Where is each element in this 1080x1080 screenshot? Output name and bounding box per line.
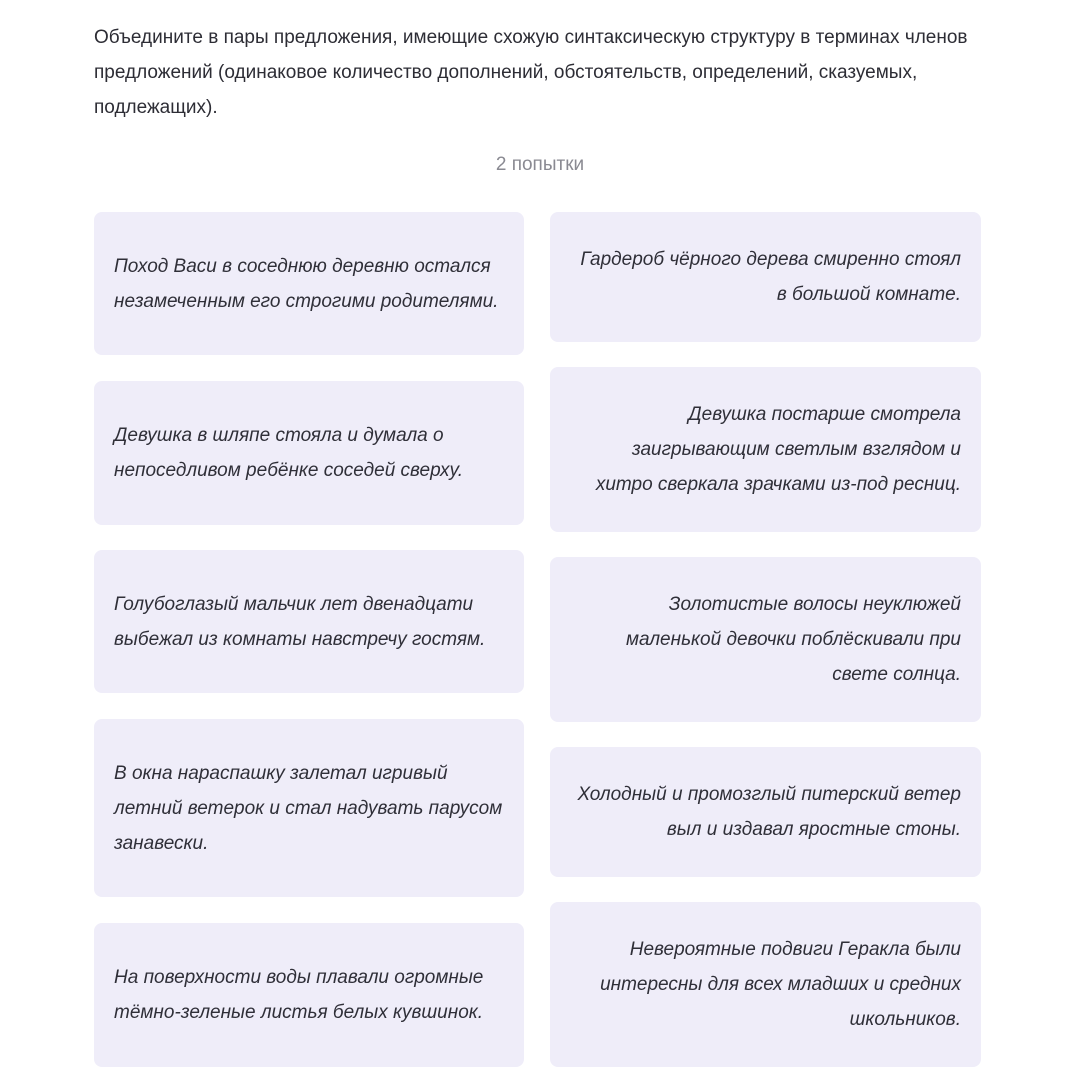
sentence-text: Гардероб чёрного дерева смиренно стоял в большой комнате. (580, 249, 961, 305)
sentence-text: Голубоглазый мальчик лет двенадцати выбежал из комнаты навстречу гостям. (114, 593, 486, 650)
right-sentence-card-4[interactable] (550, 747, 981, 877)
sentence-text: Невероятные подвиги Геракла были интересны для всех младших и средних школьников. (600, 939, 961, 1030)
sentence-text: В окна нараспашку залетал игривый летний ветерок и стал надувать парусом занавески. (114, 762, 503, 854)
left-sentence-card-5[interactable] (94, 923, 524, 1067)
right-sentence-card-2[interactable] (550, 367, 981, 532)
sentence-text: На поверхности воды плавали огромные тёмно-зеленые листья белых кувшинок. (114, 967, 484, 1023)
sentence-text: Поход Васи в соседнюю деревню остался незамеченным его строгими родителями. (114, 255, 499, 312)
sentence-text: Холодный и промозглый питерский ветер выл и издавал яростные стоны. (577, 784, 961, 840)
attempts-counter: 2 попытки (495, 154, 585, 175)
left-sentence-card-4[interactable] (94, 719, 524, 897)
sentence-text: Девушка постарше смотрела заигрывающим светлым взглядом и хитро сверкала зрачками из-под ресниц. (595, 404, 961, 495)
right-sentence-card-1[interactable] (550, 212, 981, 342)
left-sentence-card-1[interactable] (94, 212, 524, 355)
sentence-text: Золотистые волосы неуклюжей маленькой девочки поблёскивали при свете солнца. (625, 594, 961, 685)
left-sentence-card-3[interactable] (94, 550, 524, 693)
left-sentence-card-2[interactable] (94, 381, 524, 525)
right-sentence-card-5[interactable] (550, 902, 981, 1067)
sentence-text: Девушка в шляпе стояла и думала о непоседливом ребёнке соседей сверху. (114, 425, 464, 481)
task-instructions: Объедините в пары предложения, имеющие схожую синтаксическую структуру в терминах членов предложений (одинаковое количество дополнений, обстоятельств, определений, сказуемых, подлежащих). (94, 27, 968, 118)
right-sentence-card-3[interactable] (550, 557, 981, 722)
